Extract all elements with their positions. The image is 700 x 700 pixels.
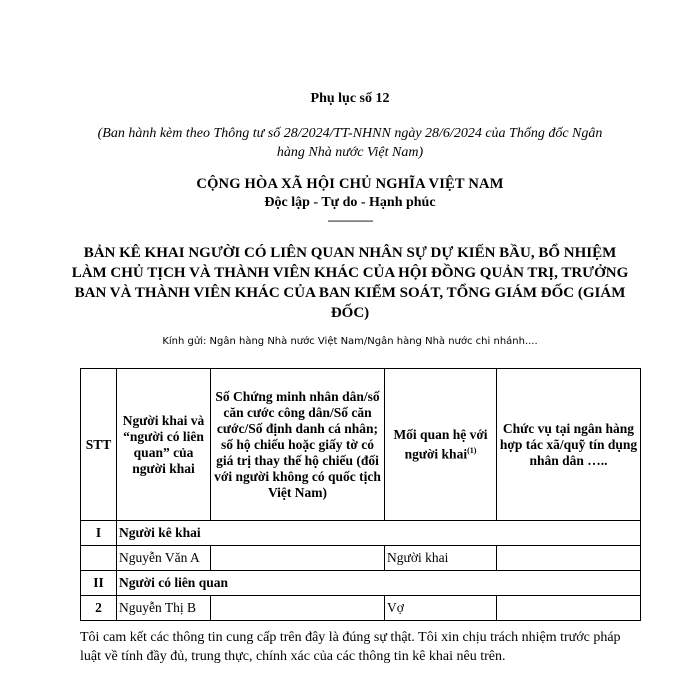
section-label: Người có liên quan [117,571,641,596]
table-row [81,546,641,571]
table-row [81,596,641,621]
row-relation: Người khai [385,546,497,571]
header-id-document: Số Chứng minh nhân dân/số căn cước công dân/Số căn cước/Số định danh cá nhân; số hộ chiếu hoặc giấy tờ có giá trị thay thế hộ chiếu (đối với người không có quốc tịch Việt Nam) [211,369,385,521]
section-number: II [81,571,117,596]
header-divider: --------------- [327,213,373,227]
header-declarant: Người khai và “người có liên quan” của người khai [117,369,211,521]
row-position [497,596,641,621]
header-stt: STT [81,369,117,521]
row-stt: 2 [81,596,117,621]
motto: Độc lập - Tự do - Hạnh phúc [264,195,436,210]
row-id [211,546,385,571]
section-label: Người kê khai [117,521,641,546]
row-name: Nguyễn Thị B [117,596,211,621]
header-relation [385,369,497,521]
footnote-marker: (1) [467,445,477,455]
declaration-table [80,368,641,621]
row-stt [81,546,117,571]
document-title: BẢN KÊ KHAI NGƯỜI CÓ LIÊN QUAN NHÂN SỰ DỰ KIẾN BẦU, BỔ NHIỆM LÀM CHỦ TỊCH VÀ THÀNH VIÊN KHÁC CỦA HỘI ĐỒNG QUẢN TRỊ, TRƯỞNG BAN VÀ THÀNH VIÊN KHÁC CỦA BAN KIỂM SOÁT, TỔNG GIÁM ĐỐC (GIÁM ĐỐC) [71,245,629,321]
appendix-note: (Ban hành kèm theo Thông tư số 28/2024/TT-NHNN ngày 28/6/2024 của Thống đốc Ngân hàng Nhà nước Việt Nam) [97,126,603,160]
section-row-related [81,571,641,596]
header-position: Chức vụ tại ngân hàng hợp tác xã/quỹ tín dụng nhân dân ….. [497,369,641,521]
table-header-row [81,369,641,521]
header-relation-text: Mối quan hệ với người khai [393,426,488,462]
appendix-number: Phụ lục số 12 [310,91,390,106]
row-id [211,596,385,621]
row-name: Nguyễn Văn A [117,546,211,571]
section-number: I [81,521,117,546]
section-row-declarant [81,521,641,546]
row-position [497,546,641,571]
nation-heading: CỘNG HÒA XÃ HỘI CHỦ NGHĨA VIỆT NAM [196,176,504,192]
recipient-line: Kính gửi: Ngân hàng Nhà nước Việt Nam/Ngân hàng Nhà nước chi nhánh.... [162,336,538,347]
commitment-statement: Tôi cam kết các thông tin cung cấp trên đây là đúng sự thật. Tôi xin chịu trách nhiệm trước pháp luật về tính đầy đủ, trung thực, chính xác của các thông tin kê khai nêu trên. [80,630,621,664]
row-relation: Vợ [385,596,497,621]
